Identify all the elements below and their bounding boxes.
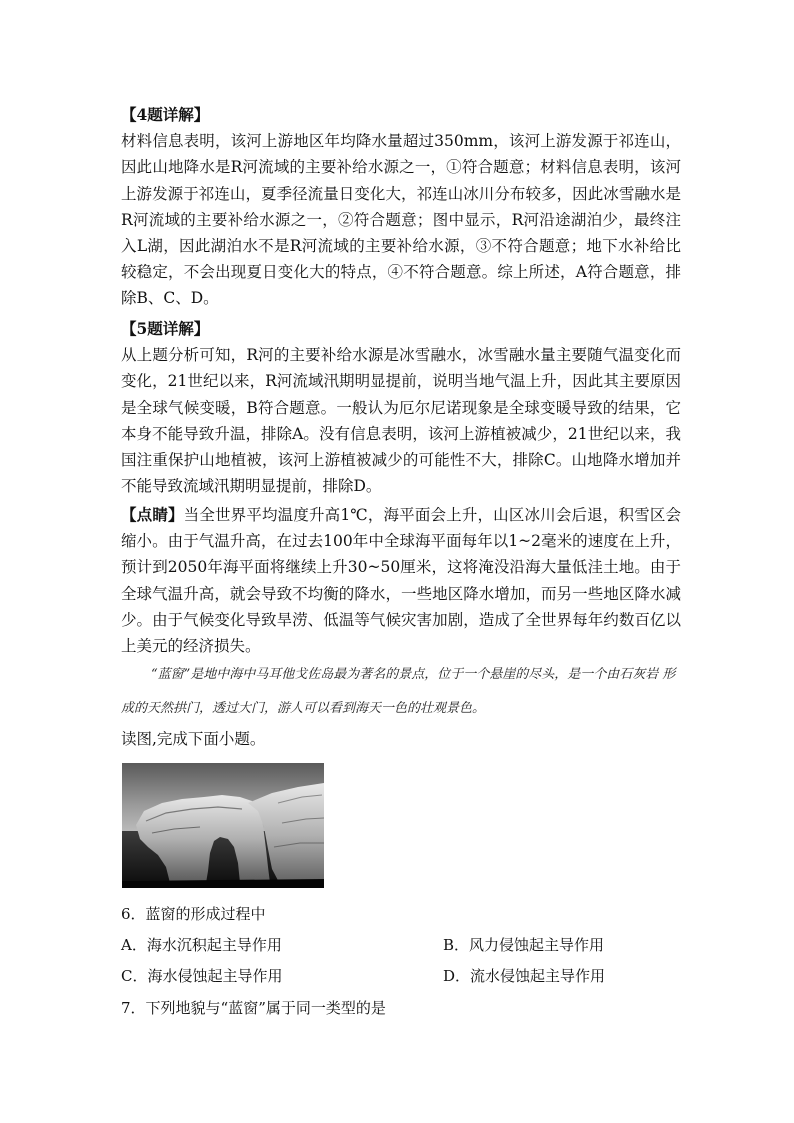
question-6-option-b[interactable]: B．风力侵蚀起主导作用 bbox=[443, 936, 605, 954]
sea-arch-image bbox=[122, 763, 324, 888]
section-body-q5: 从上题分析可知，R河的主要补给水源是冰雪融水，冰雪融水量主要随气温变化而变化，21世纪以来，R河流域汛期明显提前，说明当地气温上升，因此其主要原因是全球气候变暖，B符合题意。一般认为厄尔尼诺现象是全球变暖导致的结果，它本身不能导致升温，排除A。没有信息表明，该河上游植被减少，21世纪以来，我国注重保护山地植被，该河上游植被减少的可能性不大，排除C。山地降水增加并不能导致流域汛期明显提前，排除D。 bbox=[121, 346, 681, 496]
explanation-q5 bbox=[121, 316, 681, 499]
explanation-q4 bbox=[121, 102, 681, 312]
question-7-stem: 7．下列地貌与“蓝窗”属于同一类型的是 bbox=[121, 999, 386, 1017]
question-6-option-d[interactable]: D．流水侵蚀起主导作用 bbox=[443, 967, 606, 985]
instruction-text: 读图,完成下面小题。 bbox=[121, 730, 266, 748]
section-body-keypoint: 当全世界平均温度升高1℃，海平面会上升，山区冰川会后退，积雪区会缩小。由于气温升高，在过去100年中全球海平面每年以1~2毫米的速度在上升，预计到2050年海平面将继续上升30~50厘米，这将淹没沿海大量低洼土地。由于全球气温升高，就会导致不均衡的降水，一些地区降水增加，而另一些地区降水减少。由于气候变化导致旱涝、低温等气候灾害加剧，造成了全世界每年约数百亿以上美元的经济损失。 bbox=[121, 506, 681, 656]
question-6-option-c[interactable]: C．海水侵蚀起主导作用 bbox=[121, 967, 283, 985]
material-note: “蓝窗”是地中海中马耳他戈佐岛最为著名的景点，位于一个悬崖的尽头，是一个由石灰岩 形成的天然拱门，透过大门，游人可以看到海天一色的壮观景色。 bbox=[121, 667, 676, 716]
question-6-option-a[interactable]: A．海水沉积起主导作用 bbox=[121, 936, 282, 954]
question-6-stem: 6．蓝窗的形成过程中 bbox=[121, 905, 266, 923]
section-heading-q5: 【5题详解】 bbox=[121, 319, 210, 338]
section-heading-q4: 【4题详解】 bbox=[121, 105, 210, 124]
blue-window-photo bbox=[122, 763, 324, 888]
key-point bbox=[121, 502, 681, 659]
section-heading-keypoint: 【点睛】 bbox=[121, 505, 184, 524]
section-body-q4: 材料信息表明，该河上游地区年均降水量超过350mm，该河上游发源于祁连山，因此山地降水是R河流域的主要补给水源之一，①符合题意；材料信息表明，该河上游发源于祁连山，夏季径流量日变化大，祁连山冰川分布较多，因此冰雪融水是R河流域的主要补给水源之一，②符合题意；图中显示，R河沿途湖泊少，最终注入L湖，因此湖泊水不是R河流域的主要补给水源，③不符合题意；地下水补给比较稳定，不会出现夏日变化大的特点，④不符合题意。综上所述，A符合题意，排除B、C、D。 bbox=[121, 132, 681, 308]
